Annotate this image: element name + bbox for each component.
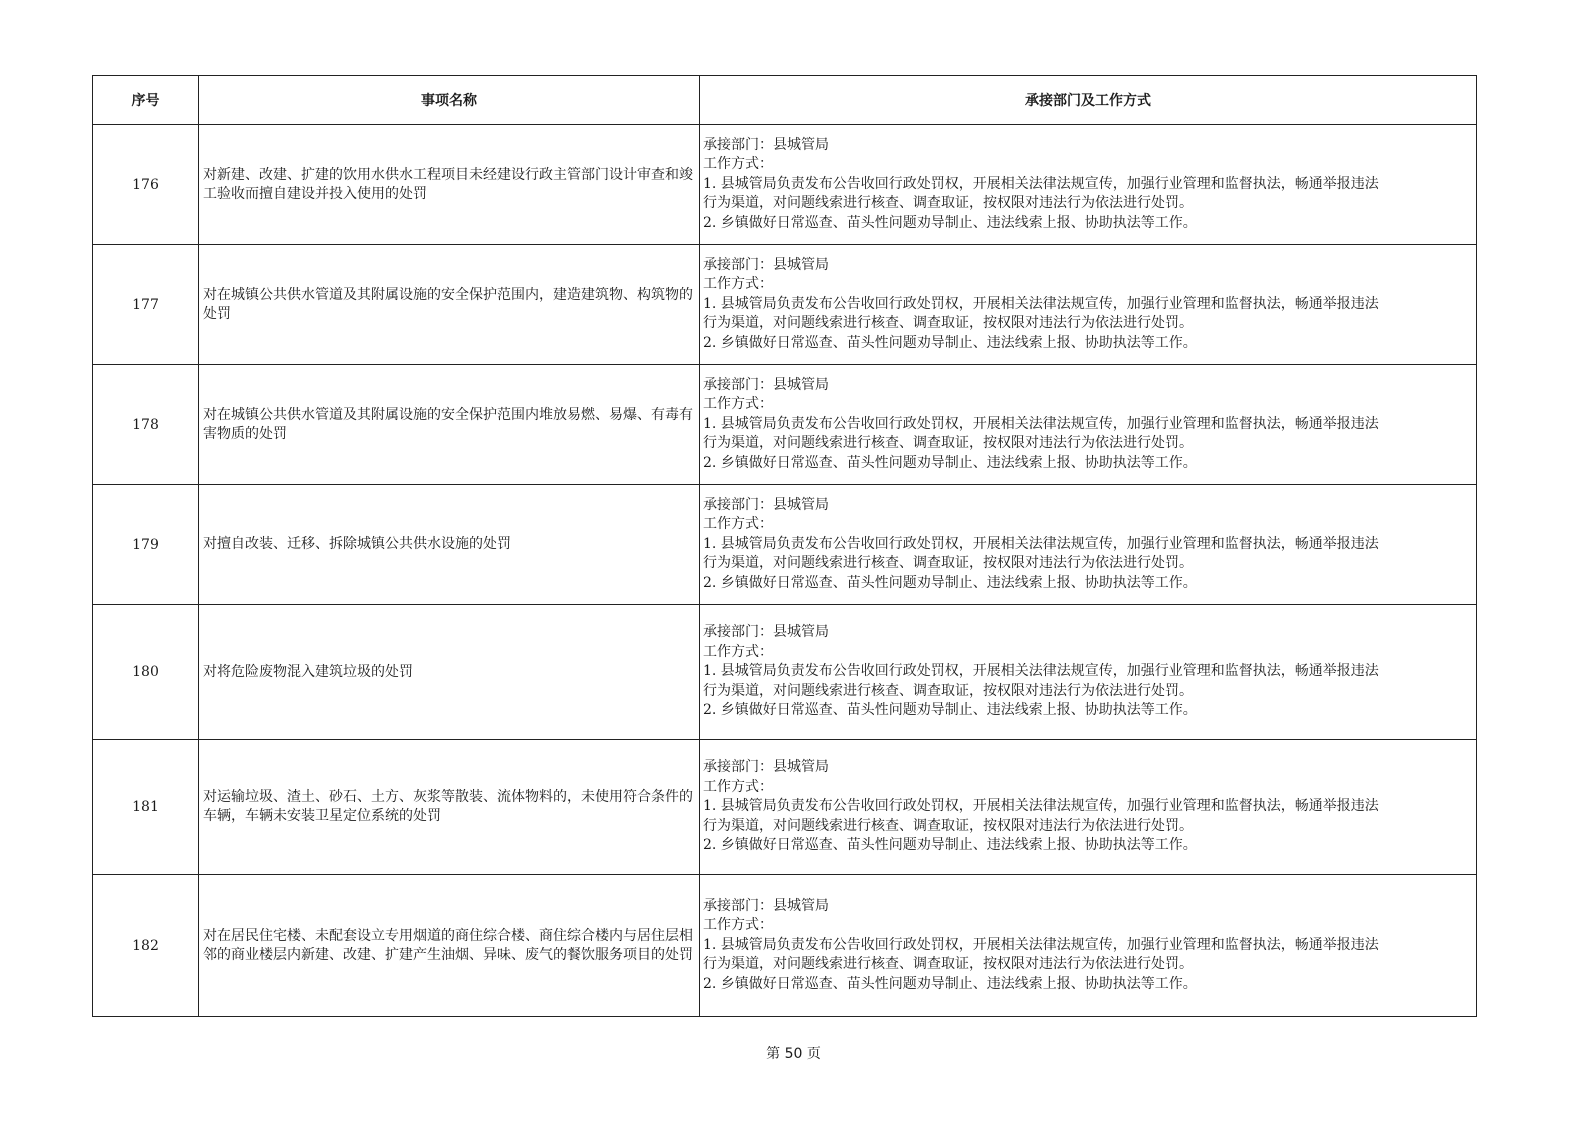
header-seq: 序号 xyxy=(93,76,199,125)
row-seq: 179 xyxy=(93,485,199,605)
method-line-3: 2. 乡镇做好日常巡查、苗头性问题劝导制止、违法线索上报、协助执法等工作。 xyxy=(703,574,1197,591)
dept-line: 承接部门：县城管局 xyxy=(703,376,829,393)
dept-line: 承接部门：县城管局 xyxy=(703,624,829,641)
table-row xyxy=(93,740,1477,875)
method-line-3: 2. 乡镇做好日常巡查、苗头性问题劝导制止、违法线索上报、协助执法等工作。 xyxy=(703,702,1197,719)
header-name: 事项名称 xyxy=(199,76,700,125)
dept-line: 承接部门：县城管局 xyxy=(703,256,829,273)
method-line-3: 2. 乡镇做好日常巡查、苗头性问题劝导制止、违法线索上报、协助执法等工作。 xyxy=(703,334,1197,351)
row-method xyxy=(700,125,1477,245)
row-name: 对在城镇公共供水管道及其附属设施的安全保护范围内堆放易燃、易爆、有毒有害物质的处罚 xyxy=(199,365,700,485)
row-name: 对擅自改装、迁移、拆除城镇公共供水设施的处罚 xyxy=(199,485,700,605)
method-line-2: 行为渠道，对问题线索进行核查、调查取证，按权限对违法行为依法进行处罚。 xyxy=(703,956,1193,973)
row-method xyxy=(700,875,1477,1017)
row-seq: 180 xyxy=(93,605,199,740)
method-label: 工作方式： xyxy=(703,276,773,293)
dept-line: 承接部门：县城管局 xyxy=(703,136,829,153)
row-method xyxy=(700,365,1477,485)
row-method xyxy=(700,605,1477,740)
method-line-2: 行为渠道，对问题线索进行核查、调查取证，按权限对违法行为依法进行处罚。 xyxy=(703,315,1193,332)
method-line-1: 1. 县城管局负责发布公告收回行政处罚权，开展相关法律法规宣传，加强行业管理和监督执法，畅通举报违法 xyxy=(703,415,1379,432)
matters-table xyxy=(92,75,1477,1017)
dept-line: 承接部门：县城管局 xyxy=(703,759,829,776)
row-method xyxy=(700,245,1477,365)
method-line-3: 2. 乡镇做好日常巡查、苗头性问题劝导制止、违法线索上报、协助执法等工作。 xyxy=(703,975,1197,992)
method-line-3: 2. 乡镇做好日常巡查、苗头性问题劝导制止、违法线索上报、协助执法等工作。 xyxy=(703,454,1197,471)
method-line-2: 行为渠道，对问题线索进行核查、调查取证，按权限对违法行为依法进行处罚。 xyxy=(703,555,1193,572)
method-line-1: 1. 县城管局负责发布公告收回行政处罚权，开展相关法律法规宣传，加强行业管理和监督执法，畅通举报违法 xyxy=(703,295,1379,312)
row-method xyxy=(700,485,1477,605)
row-seq: 181 xyxy=(93,740,199,875)
method-label: 工作方式： xyxy=(703,156,773,173)
row-seq: 182 xyxy=(93,875,199,1017)
method-line-1: 1. 县城管局负责发布公告收回行政处罚权，开展相关法律法规宣传，加强行业管理和监督执法，畅通举报违法 xyxy=(703,535,1379,552)
method-label: 工作方式： xyxy=(703,778,773,795)
row-seq: 177 xyxy=(93,245,199,365)
method-line-3: 2. 乡镇做好日常巡查、苗头性问题劝导制止、违法线索上报、协助执法等工作。 xyxy=(703,837,1197,854)
page-number: 第 50 页 xyxy=(766,1046,821,1062)
table-row xyxy=(93,125,1477,245)
method-line-2: 行为渠道，对问题线索进行核查、调查取证，按权限对违法行为依法进行处罚。 xyxy=(703,817,1193,834)
method-line-1: 1. 县城管局负责发布公告收回行政处罚权，开展相关法律法规宣传，加强行业管理和监督执法，畅通举报违法 xyxy=(703,663,1379,680)
row-method xyxy=(700,740,1477,875)
method-label: 工作方式： xyxy=(703,396,773,413)
dept-line: 承接部门：县城管局 xyxy=(703,897,829,914)
method-line-1: 1. 县城管局负责发布公告收回行政处罚权，开展相关法律法规宣传，加强行业管理和监督执法，畅通举报违法 xyxy=(703,798,1379,815)
header-method: 承接部门及工作方式 xyxy=(700,76,1477,125)
row-name: 对新建、改建、扩建的饮用水供水工程项目未经建设行政主管部门设计审查和竣工验收而擅自建设并投入使用的处罚 xyxy=(199,125,700,245)
table-row xyxy=(93,365,1477,485)
row-name: 对将危险废物混入建筑垃圾的处罚 xyxy=(199,605,700,740)
header-row xyxy=(93,76,1477,125)
method-line-2: 行为渠道，对问题线索进行核查、调查取证，按权限对违法行为依法进行处罚。 xyxy=(703,195,1193,212)
row-name: 对在居民住宅楼、未配套设立专用烟道的商住综合楼、商住综合楼内与居住层相邻的商业楼层内新建、改建、扩建产生油烟、异味、废气的餐饮服务项目的处罚 xyxy=(199,875,700,1017)
table-row xyxy=(93,485,1477,605)
table-row xyxy=(93,875,1477,1017)
method-label: 工作方式： xyxy=(703,917,773,934)
dept-line: 承接部门：县城管局 xyxy=(703,496,829,513)
row-seq: 176 xyxy=(93,125,199,245)
method-line-2: 行为渠道，对问题线索进行核查、调查取证，按权限对违法行为依法进行处罚。 xyxy=(703,435,1193,452)
row-name: 对运输垃圾、渣土、砂石、土方、灰浆等散装、流体物料的，未使用符合条件的车辆，车辆未安装卫星定位系统的处罚 xyxy=(199,740,700,875)
table-row xyxy=(93,605,1477,740)
method-line-1: 1. 县城管局负责发布公告收回行政处罚权，开展相关法律法规宣传，加强行业管理和监督执法，畅通举报违法 xyxy=(703,936,1379,953)
method-line-2: 行为渠道，对问题线索进行核查、调查取证，按权限对违法行为依法进行处罚。 xyxy=(703,682,1193,699)
method-label: 工作方式： xyxy=(703,516,773,533)
method-line-1: 1. 县城管局负责发布公告收回行政处罚权，开展相关法律法规宣传，加强行业管理和监督执法，畅通举报违法 xyxy=(703,175,1379,192)
table-row xyxy=(93,245,1477,365)
row-seq: 178 xyxy=(93,365,199,485)
method-label: 工作方式： xyxy=(703,643,773,660)
method-line-3: 2. 乡镇做好日常巡查、苗头性问题劝导制止、违法线索上报、协助执法等工作。 xyxy=(703,214,1197,231)
row-name: 对在城镇公共供水管道及其附属设施的安全保护范围内，建造建筑物、构筑物的处罚 xyxy=(199,245,700,365)
